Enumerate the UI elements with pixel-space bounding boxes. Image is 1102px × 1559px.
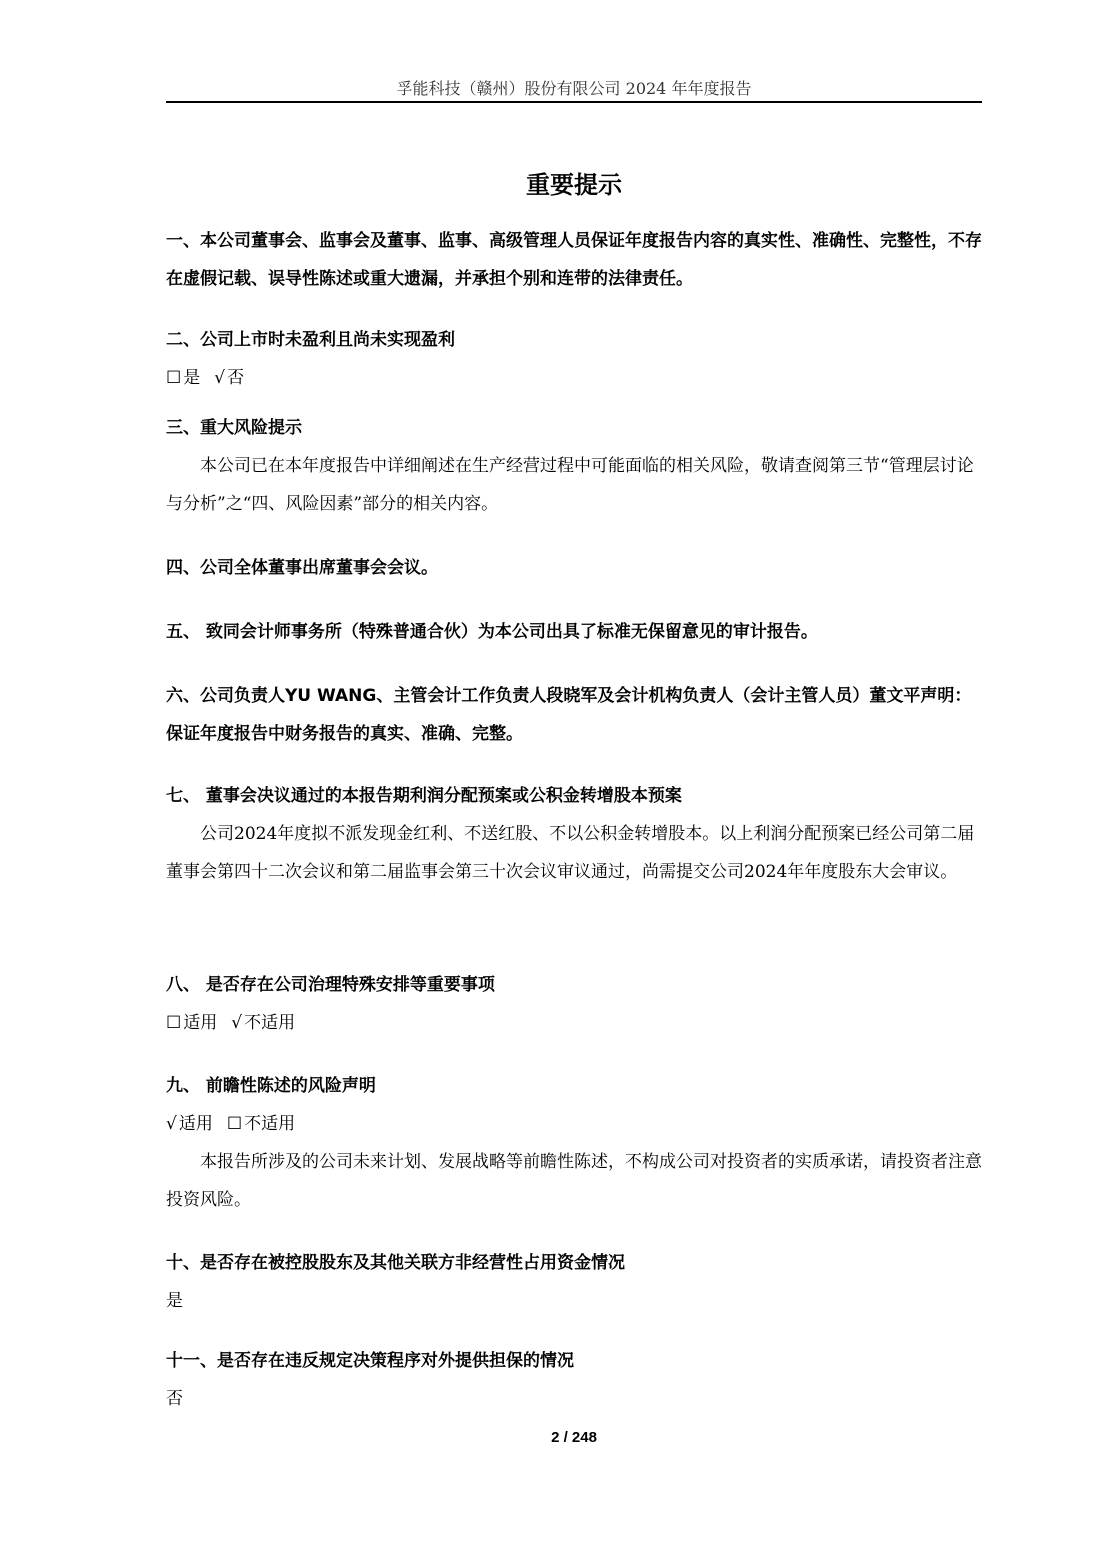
section-3-body: 本公司已在本年度报告中详细阐述在生产经营过程中可能面临的相关风险，敬请查阅第三节“管理层讨论与分析”之“四、风险因素”部分的相关内容。	[166, 456, 974, 514]
checkmark-icon: √	[214, 368, 226, 388]
option-yes	[166, 359, 200, 397]
option-label: 否	[227, 368, 245, 388]
section-11-answer: 否	[166, 1389, 183, 1409]
section-8-heading: 八、 是否存在公司治理特殊安排等重要事项	[166, 975, 495, 995]
page-number: 2 / 248	[551, 1429, 597, 1446]
section-2	[166, 321, 982, 397]
option-not-applicable	[231, 1004, 295, 1042]
option-label: 是	[183, 368, 201, 388]
section-11	[166, 1342, 982, 1418]
section-1-heading: 一、本公司董事会、监事会及董事、监事、高级管理人员保证年度报告内容的真实性、准确性、完整性，不存在虚假记载、误导性陈述或重大遗漏，并承担个别和连带的法律责任。	[166, 231, 982, 289]
section-3	[166, 409, 982, 523]
section-6-heading: 六、公司负责人YU WANG、主管会计工作负责人段晓军及会计机构负责人（会计主管人员）董文平声明：保证年度报告中财务报告的真实、准确、完整。	[166, 686, 972, 744]
section-7	[166, 777, 982, 891]
checkmark-icon: √	[231, 1013, 243, 1033]
section-11-heading: 十一、是否存在违反规定决策程序对外提供担保的情况	[166, 1351, 574, 1371]
option-label: 不适用	[244, 1114, 296, 1134]
section-9-body: 本报告所涉及的公司未来计划、发展战略等前瞻性陈述，不构成公司对投资者的实质承诺，请投资者注意投资风险。	[166, 1152, 982, 1210]
section-4	[166, 549, 982, 587]
section-2-options	[166, 359, 982, 397]
section-8-options	[166, 1004, 982, 1042]
checkbox-empty-icon: ☐	[226, 1114, 243, 1134]
section-5-heading: 五、 致同会计师事务所（特殊普通合伙）为本公司出具了标准无保留意见的审计报告。	[166, 622, 818, 642]
section-10-heading: 十、是否存在被控股股东及其他关联方非经营性占用资金情况	[166, 1253, 625, 1273]
section-5	[166, 613, 982, 651]
option-label: 适用	[178, 1114, 213, 1134]
running-header: 孚能科技（赣州）股份有限公司 2024 年年度报告	[396, 79, 752, 98]
checkmark-icon: √	[166, 1114, 177, 1134]
section-7-body: 公司2024年度拟不派发现金红利、不送红股、不以公积金转增股本。以上利润分配预案已经公司第二届董事会第四十二次会议和第二届监事会第三十次会议审议通过，尚需提交公司2024年年度股东大会审议。	[166, 824, 975, 882]
page-title: 重要提示	[526, 171, 622, 199]
checkbox-empty-icon: ☐	[166, 1013, 182, 1033]
section-7-heading: 七、 董事会决议通过的本报告期利润分配预案或公积金转增股本预案	[166, 786, 682, 806]
option-not-applicable	[227, 1105, 295, 1143]
checkbox-empty-icon: ☐	[166, 368, 182, 388]
option-applicable	[166, 1105, 213, 1143]
header-rule	[166, 101, 982, 103]
section-9-heading: 九、 前瞻性陈述的风险声明	[166, 1076, 376, 1096]
section-2-heading: 二、公司上市时未盈利且尚未实现盈利	[166, 330, 455, 350]
option-applicable	[166, 1004, 217, 1042]
section-10	[166, 1244, 982, 1320]
option-no	[214, 359, 244, 397]
option-label: 适用	[183, 1013, 218, 1033]
section-9	[166, 1067, 982, 1219]
section-6	[166, 677, 982, 753]
section-10-answer: 是	[166, 1291, 183, 1311]
section-8	[166, 966, 982, 1042]
section-9-options	[166, 1105, 982, 1143]
section-3-heading: 三、重大风险提示	[166, 418, 302, 438]
section-1	[166, 222, 982, 298]
section-4-heading: 四、公司全体董事出席董事会会议。	[166, 558, 438, 578]
option-label: 不适用	[244, 1013, 296, 1033]
